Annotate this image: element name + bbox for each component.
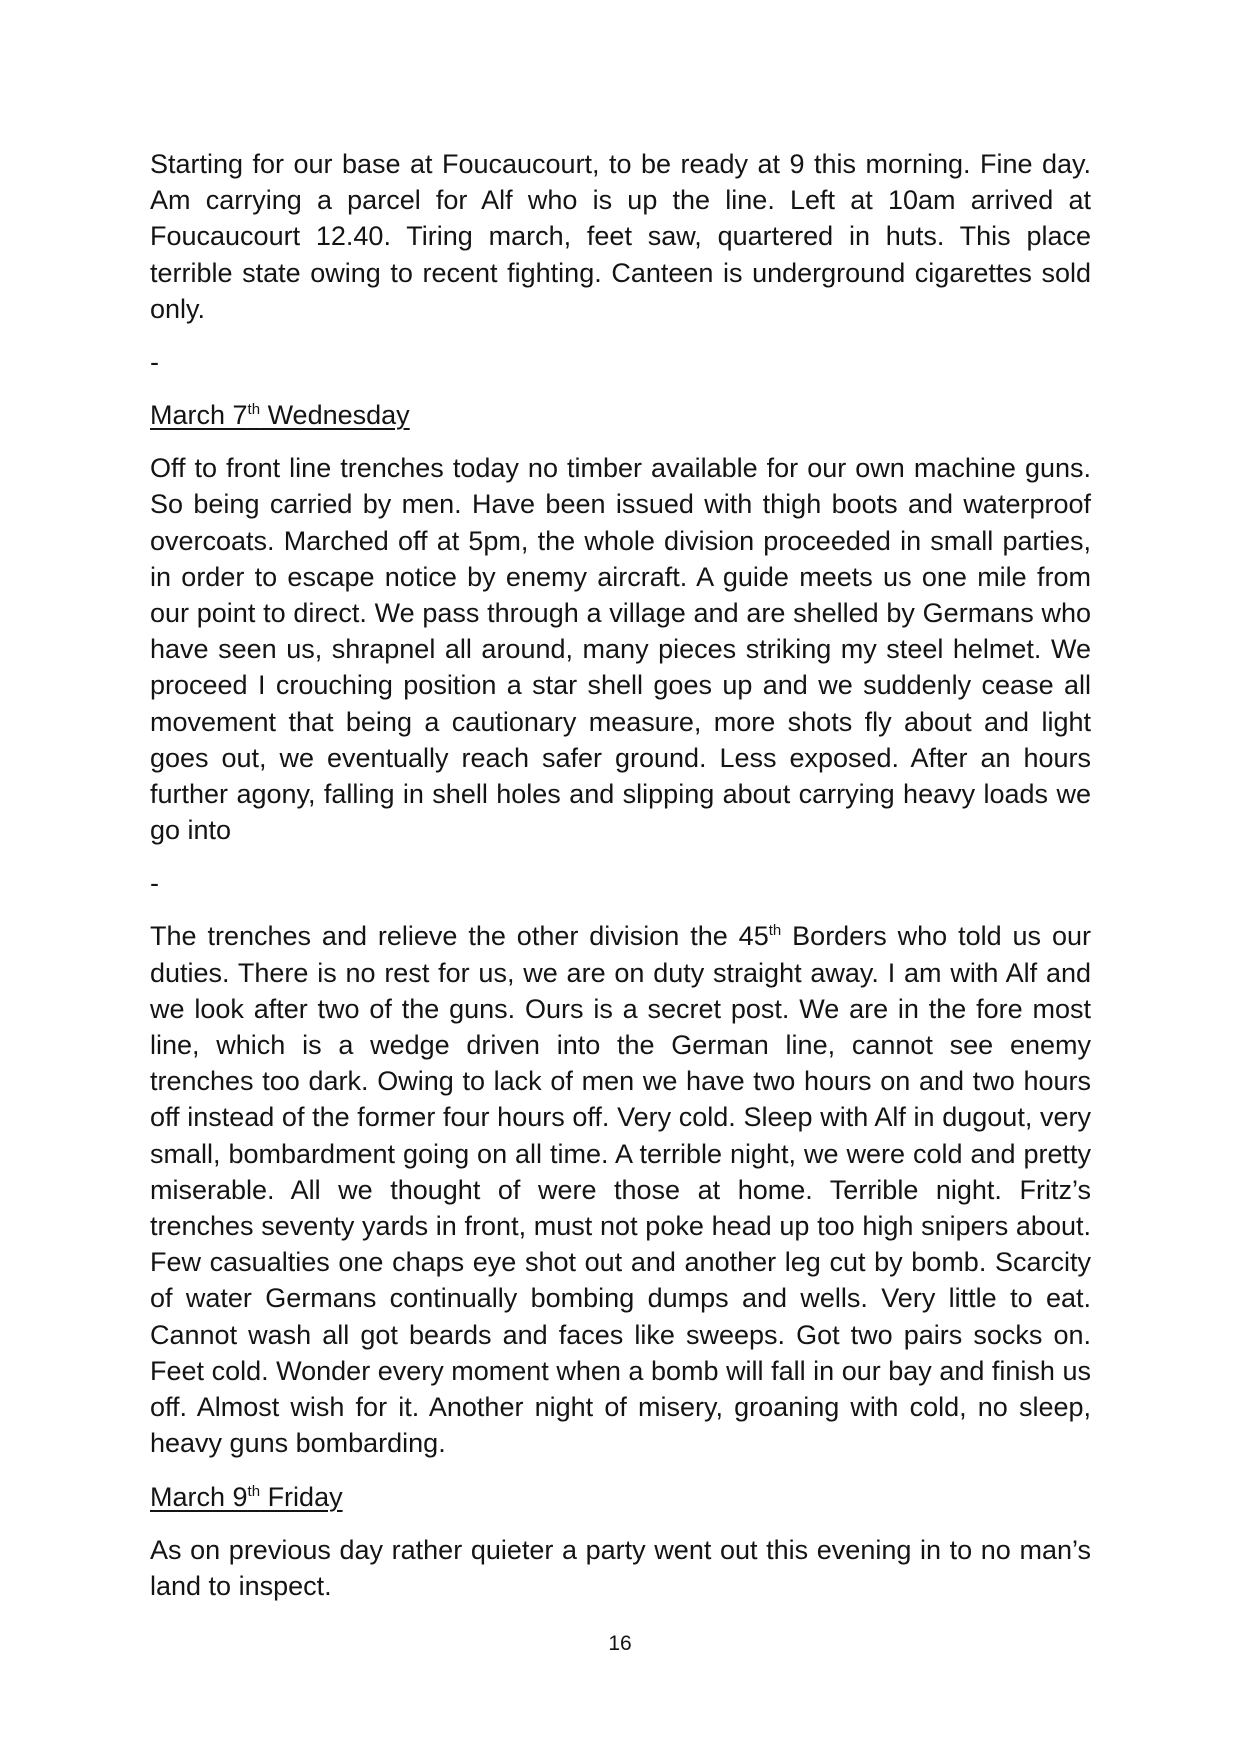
separator-dash: - <box>150 347 159 378</box>
heading-weekday: Friday <box>260 1481 343 1512</box>
page-number: 16 <box>608 1632 632 1655</box>
ordinal-suffix: th <box>768 922 782 940</box>
diary-paragraph-no-mans-land: As on previous day rather quieter a party went out this evening in to no man’s land to inspect. <box>150 1534 1091 1601</box>
separator-dash: - <box>150 868 159 899</box>
heading-weekday: Wednesday <box>260 400 410 431</box>
diary-body <box>150 146 1091 1621</box>
paragraph-text: Borders who told us our duties. There is no rest for us, we are on duty straight away. I am with Alf and we look after two of the guns. Ours is a secret post. We are in the fore most line, which is a wedge driven into the German line, cannot see enemy trenches too dark. Owing to lack of men we have two hours on and two hours off instead of the former four hours off. Very cold. Sleep with Alf in dugout, very small, bombardment going on all time. A terrible night, we were cold and pretty miserable. All we thought of were those at home. Terrible night. Fritz’s trenches seventy yards in front, must not poke head up too high snipers about. Few casualties one chaps eye shot out and another leg cut by bomb. Scarcity of water Germans continually bombing dumps and wells. Very little to eat. Cannot wash all got beards and faces like sweeps. Got two pairs socks on. Feet cold. Wonder every moment when a bomb will fall in our bay and finish us off. Almost wish for it. Another night of misery, groaning with cold, no sleep, heavy guns bombarding. <box>150 921 1091 1459</box>
date-heading-march-7 <box>150 397 1091 433</box>
paragraph-text: The trenches and relieve the other division the 45 <box>150 921 769 952</box>
heading-text: March 7 <box>150 400 248 431</box>
ordinal-suffix: th <box>247 1482 261 1500</box>
diary-paragraph-trenches <box>150 918 1091 1461</box>
diary-paragraph-foucaucourt: Starting for our base at Foucaucourt, to be ready at 9 this morning. Fine day. Am carrying a parcel for Alf who is up the line. Left at 10am arrived at Foucaucourt 12.40. Tiring march, feet saw, quartered in huts. This place terrible state owing to recent fighting. Canteen is underground cigarettes sold only. <box>150 149 1091 324</box>
ordinal-suffix: th <box>247 401 261 419</box>
diary-paragraph-front-line: Off to front line trenches today no timber available for our own machine guns. So being carried by men. Have been issued with thigh boots and waterproof overcoats. Marched off at 5pm, the whole division proceeded in small parties, in order to escape notice by enemy aircraft. A guide meets us one mile from our point to direct. We pass through a village and are shelled by Germans who have seen us, shrapnel all around, many pieces striking my steel helmet. We proceed I crouching position a star shell goes up and we suddenly cease all movement that being a cautionary measure, more shots fly about and light goes out, we eventually reach safer ground. Less exposed. After an hours further agony, falling in shell holes and slipping about carrying heavy loads we go into <box>150 453 1091 846</box>
date-heading-march-9 <box>150 1479 1091 1515</box>
heading-text: March 9 <box>150 1481 248 1512</box>
